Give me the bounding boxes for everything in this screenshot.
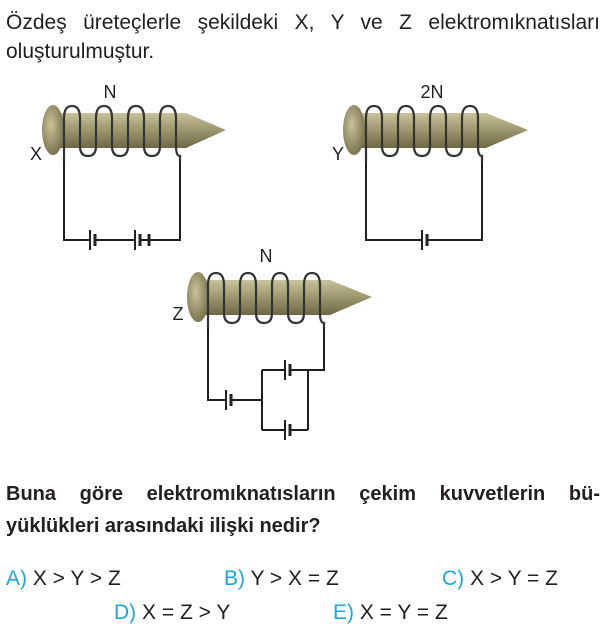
- magnet-label-x: X: [29, 144, 43, 164]
- electromagnet-y: [332, 82, 528, 250]
- electromagnet-x: [30, 82, 226, 250]
- option-e[interactable]: [333, 601, 448, 625]
- option-c[interactable]: [442, 567, 558, 591]
- intro-line-1: Özdeş üreteçlerle şekildeki X, Y ve Z elektromıknatısları: [6, 11, 600, 34]
- question-line-2: yüklükleri arasındaki ilişki nedir?: [6, 515, 321, 537]
- circuit-wire-z: [208, 329, 324, 430]
- option-a-letter: A): [6, 567, 27, 590]
- nail-core-x: [42, 105, 226, 155]
- turns-label-y: 2N: [420, 82, 444, 102]
- nail-core-y: [343, 105, 528, 155]
- option-e-letter: E): [333, 601, 354, 624]
- intro-line-2: oluşturulmuştur.: [6, 40, 155, 63]
- option-d-text: X = Z > Y: [142, 601, 231, 624]
- option-b-letter: B): [224, 567, 245, 590]
- option-a-text: X > Y > Z: [32, 567, 121, 590]
- turns-label-x: N: [103, 82, 117, 102]
- circuit-wire-x: [64, 162, 180, 240]
- option-d[interactable]: [114, 601, 230, 625]
- question-text: [6, 478, 600, 542]
- nail-core-z: [187, 272, 372, 322]
- magnet-label-y: Y: [331, 144, 345, 164]
- option-b[interactable]: [224, 567, 339, 591]
- circuit-wire-y: [366, 162, 482, 240]
- option-d-letter: D): [114, 601, 137, 624]
- option-a[interactable]: [6, 567, 121, 591]
- magnet-label-z: Z: [172, 304, 184, 324]
- option-e-text: X = Y = Z: [359, 601, 448, 624]
- turns-label-z: N: [259, 246, 273, 266]
- electromagnet-z: [173, 246, 373, 440]
- option-c-letter: C): [442, 567, 465, 590]
- option-b-text: Y > X = Z: [250, 567, 339, 590]
- question-line-1: Buna göre elektromıknatısların çekim kuvvetlerin bü-: [6, 483, 600, 505]
- battery-y: [422, 230, 427, 250]
- option-c-text: X > Y = Z: [470, 567, 558, 590]
